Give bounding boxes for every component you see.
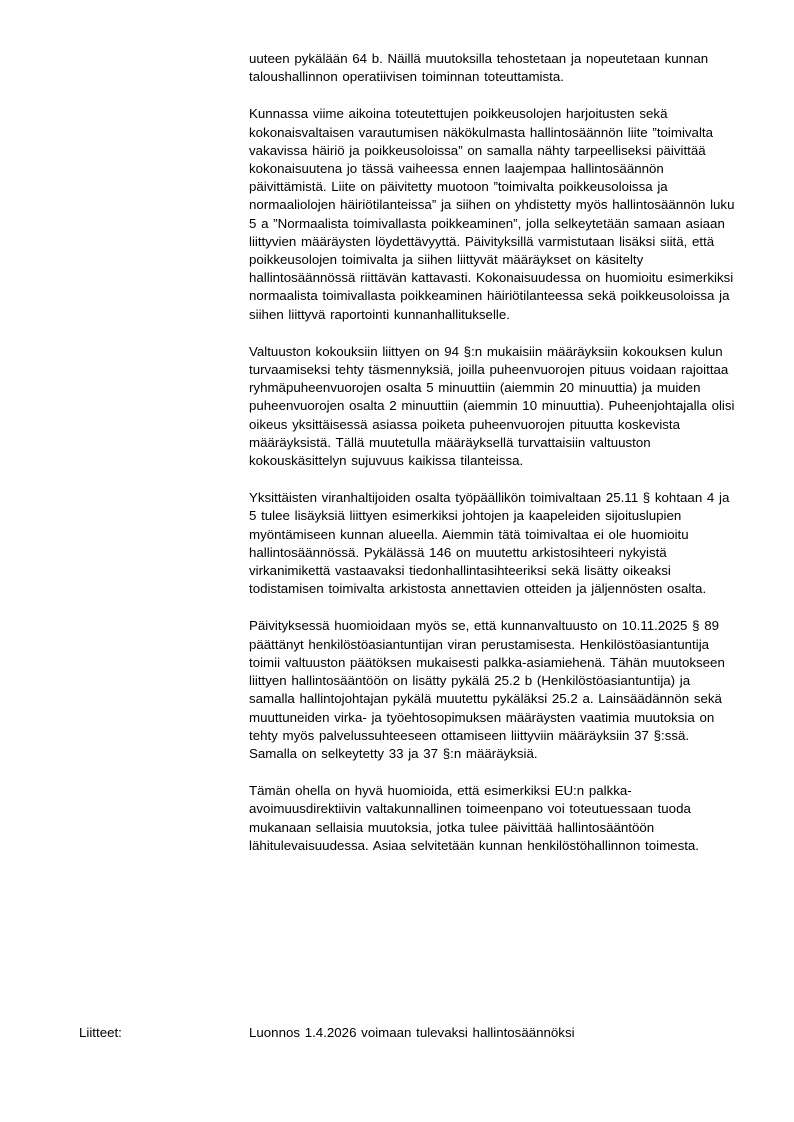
- attachments-value: Luonnos 1.4.2026 voimaan tulevaksi hallintosäännöksi: [249, 1025, 575, 1040]
- paragraph-council-meetings: Valtuuston kokouksiin liittyen on 94 §:n mukaisiin määräyksiin kokouksen kulun turvaamiseksi tehty täsmennyksiä, joilla puheenvuorojen pituus voidaan rajoittaa ryhmäpuheenvuorojen osalta 5 minuuttiin (aiemmin 20 minuuttia) ja muiden puheenvuorojen osalta 2 minuuttiin (aiemmin 10 minuuttia). Puheenjohtajalla olisi oikeus yksittäisessä asiassa poiketa puheenvuorojen pituutta koskevista määräyksistä. Tällä muutetulla määräyksellä turvattaisiin valtuuston kokouskäsittelyn sujuvuus kaikissa tilanteissa.: [249, 343, 735, 469]
- paragraph-financial-admin: uuteen pykälään 64 b. Näillä muutoksilla tehostetaan ja nopeutetaan kunnan taloushallinnon operatiivisen toiminnan toteuttamista.: [249, 51, 709, 85]
- paragraph-pay-transparency: Tämän ohella on hyvä huomioida, että esimerkiksi EU:n palkka-avoimuusdirektiivin valtakunnallinen toimeenpano voi toteutuessaan tuoda mukanaan sellaisia muutoksia, jotka tulee päivittää hallintosääntöön lähitulevaisuudessa. Asiaa selvitetään kunnan henkilöstöhallinnon toimesta.: [249, 783, 699, 853]
- paragraph-officials-powers: Yksittäisten viranhaltijoiden osalta työpäällikön toimivaltaan 25.11 § kohtaan 4 ja 5 tulee lisäyksiä liittyen esimerkiksi johtojen ja kaapeleiden sijoituslupien myöntämiseen kunnan alueella. Aiemmin tätä toimivaltaa ei ole huomioitu hallintosäännössä. Pykälässä 146 on muutettu arkistosihteeri nykyistä virkanimikettä vastaavaksi tiedonhallintasihteeriksi sekä lisätty oikeaksi todistamisen toimivalta arkistosta annettavien otteiden ja jäljennösten osalta.: [249, 490, 730, 597]
- attachments-label: Liitteet:: [79, 1025, 122, 1040]
- paragraph-hr-specialist: Päivityksessä huomioidaan myös se, että kunnanvaltuusto on 10.11.2025 § 89 päättänyt henkilöstöasiantuntijan viran perustamisesta. Henkilöstöasiantuntija toimii valtuuston päätöksen mukaisesti palkka-asiamiehenä. Tähän muutokseen liittyen hallintosääntöön on lisätty pykälä 25.2 b (Henkilöstöasiantuntija) ja samalla hallintojohtajan pykälä muutettu pykäläksi 25.2 a. Lainsäädännön sekä muuttuneiden virka- ja työehtosopimuksen määräysten vaatimia muutoksia on tehty myös palvelussuhteeseen ottamiseen liittyviin määräyksiin 37 §:ssä. Samalla on selkeytetty 33 ja 37 §:n määräyksiä.: [249, 618, 725, 761]
- document-body: [249, 50, 739, 874]
- paragraph-emergency-powers: Kunnassa viime aikoina toteutettujen poikkeusolojen harjoitusten sekä kokonaisvaltaisen varautumisen näkökulmasta hallintosäännön liite ”toimivalta vakavissa häiriö ja poikkeusoloissa” on samalla nähty tarpeelliseksi päivittää kokonaisuutena jo tässä vaiheessa ennen laajempaa hallintosäännön päivittämistä. Liite on päivitetty muotoon ”toimivalta poikkeusoloissa ja normaaliolojen häiriötilanteissa” ja siihen on yhdistetty myös hallintosäännön luku 5 a ”Normaalista toimivallasta poikkeaminen”, jolla selkeytetään samaan asiaan liittyvien määräysten löydettävyyttä. Päivityksillä varmistutaan lisäksi siitä, että poikkeusolojen toimivalta ja siihen liittyvät määräykset on käsitelty hallintosäännössä riittävän kattavasti. Kokonaisuudessa on huomioitu esimerkiksi normaalista toimivallasta poikkeaminen häiriötilanteessa sekä poikkeusoloissa ja siihen liittyvä raportointi kunnanhallitukselle.: [249, 106, 735, 322]
